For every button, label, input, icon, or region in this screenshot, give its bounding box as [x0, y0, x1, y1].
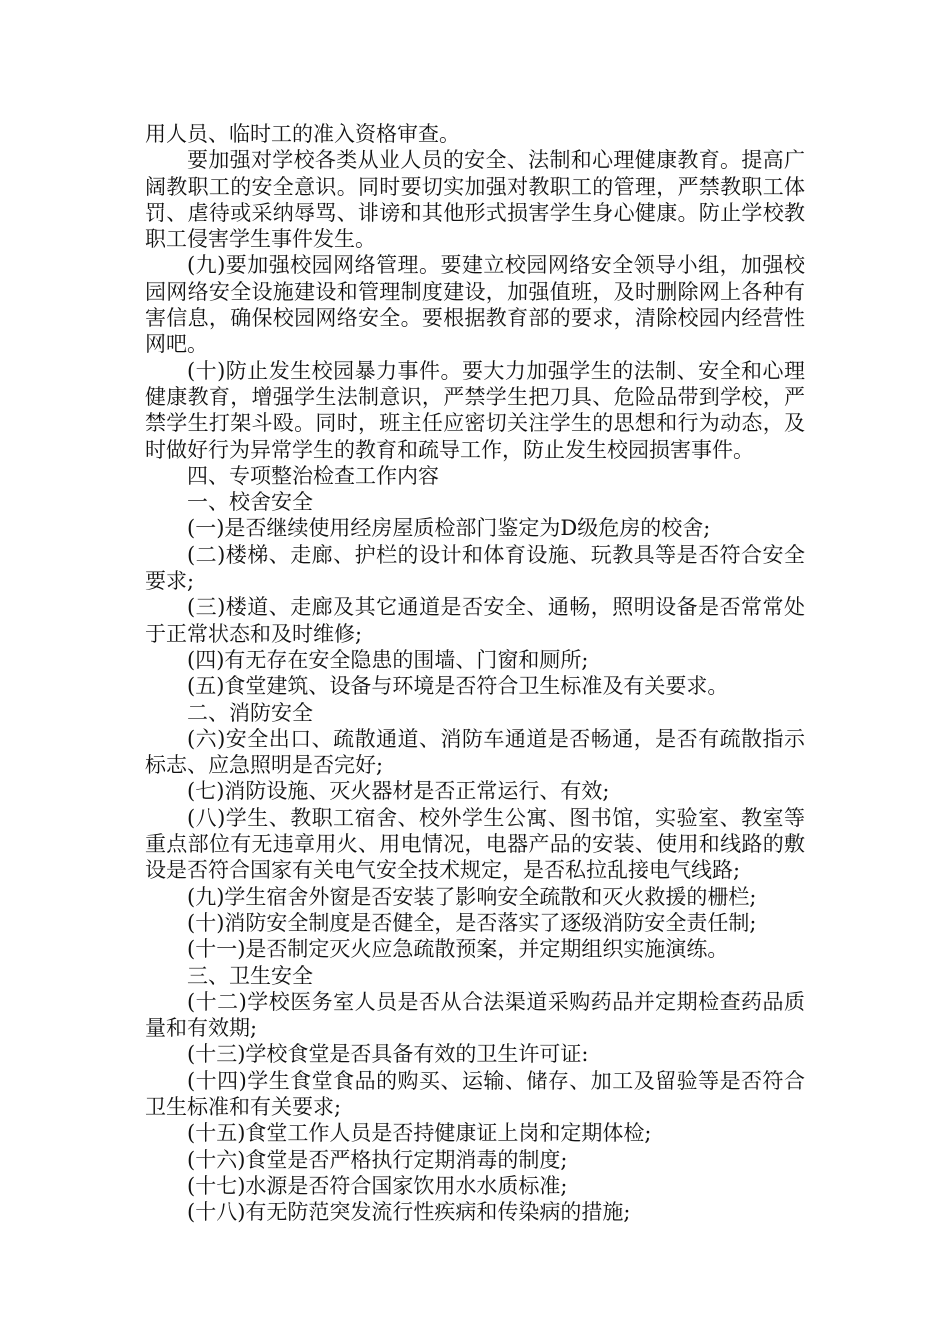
list-item-2: (二)楼梯、走廊、护栏的设计和体育设施、玩教具等是否符合安全要求;: [145, 542, 805, 594]
list-item-10: (十)消防安全制度是否健全，是否落实了逐级消防安全责任制;: [187, 910, 757, 935]
paragraph-4: (十)防止发生校园暴力事件。要大力加强学生的法制、安全和心理健康教育，增强学生法制意识，严禁学生把刀具、危险品带到学校，严禁学生打架斗殴。同时，班主任应密切关注学生的思想和行为动态，及时做好行为异常学生的教育和疏导工作，防止发生校园损害事件。: [145, 358, 805, 462]
document-body: [145, 121, 805, 1225]
list-item-16: (十六)食堂是否严格执行定期消毒的制度;: [187, 1147, 568, 1172]
subsection-heading-3: 三、卫生安全: [187, 963, 313, 988]
list-item-1: (一)是否继续使用经房屋质检部门鉴定为D级危房的校舍;: [187, 516, 711, 541]
subsection-heading-1: 一、校舍安全: [187, 490, 313, 515]
list-item-8: (八)学生、教职工宿舍、校外学生公寓、图书馆，实验室、教室等重点部位有无违章用火、用电情况，电器产品的安装、使用和线路的敷设是否符合国家有关电气安全技术规定，是否私拉乱接电气线路;: [145, 805, 805, 883]
list-item-7: (七)消防设施、灭火器材是否正常运行、有效;: [187, 779, 610, 804]
section-heading-4: 四、专项整治检查工作内容: [187, 463, 439, 488]
list-item-15: (十五)食堂工作人员是否持健康证上岗和定期体检;: [187, 1121, 652, 1146]
list-item-13: (十三)学校食堂是否具备有效的卫生许可证:: [187, 1042, 589, 1067]
paragraph-2: 要加强对学校各类从业人员的安全、法制和心理健康教育。提高广阔教职工的安全意识。同时要切实加强对教职工的管理，严禁教职工体罚、虐待或采纳辱骂、诽谤和其他形式损害学生身心健康。防止学校教职工侵害学生事件发生。: [145, 148, 805, 252]
list-item-14: (十四)学生食堂食品的购买、运输、储存、加工及留验等是否符合卫生标准和有关要求;: [145, 1068, 805, 1119]
list-item-11: (十一)是否制定灭火应急疏散预案，并定期组织实施演练。: [187, 937, 729, 962]
list-item-4: (四)有无存在安全隐患的围墙、门窗和厕所;: [187, 647, 589, 672]
list-item-12: (十二)学校医务室人员是否从合法渠道采购药品并定期检查药品质量和有效期;: [145, 989, 805, 1041]
list-item-9: (九)学生宿舍外窗是否安装了影响安全疏散和灭火救援的栅栏;: [187, 884, 757, 909]
list-item-17: (十七)水源是否符合国家饮用水水质标准;: [187, 1173, 568, 1198]
list-item-5: (五)食堂建筑、设备与环境是否符合卫生标准及有关要求。: [187, 674, 729, 699]
paragraph-1: 用人员、临时工的准入资格审查。: [145, 122, 460, 146]
paragraph-3: (九)要加强校园网络管理。要建立校园网络安全领导小组，加强校园网络安全设施建设和管理制度建设，加强值班，及时删除网上各种有害信息，确保校园网络安全。要根据教育部的要求，清除校园内经营性网吧。: [145, 253, 805, 357]
list-item-18: (十八)有无防范突发流行性疾病和传染病的措施;: [187, 1200, 631, 1225]
subsection-heading-2: 二、消防安全: [187, 700, 313, 725]
list-item-6: (六)安全出口、疏散通道、消防车通道是否畅通，是否有疏散指示标志、应急照明是否完好;: [145, 726, 805, 778]
list-item-3: (三)楼道、走廊及其它通道是否安全、通畅，照明设备是否常常处于正常状态和及时维修;: [145, 595, 805, 646]
